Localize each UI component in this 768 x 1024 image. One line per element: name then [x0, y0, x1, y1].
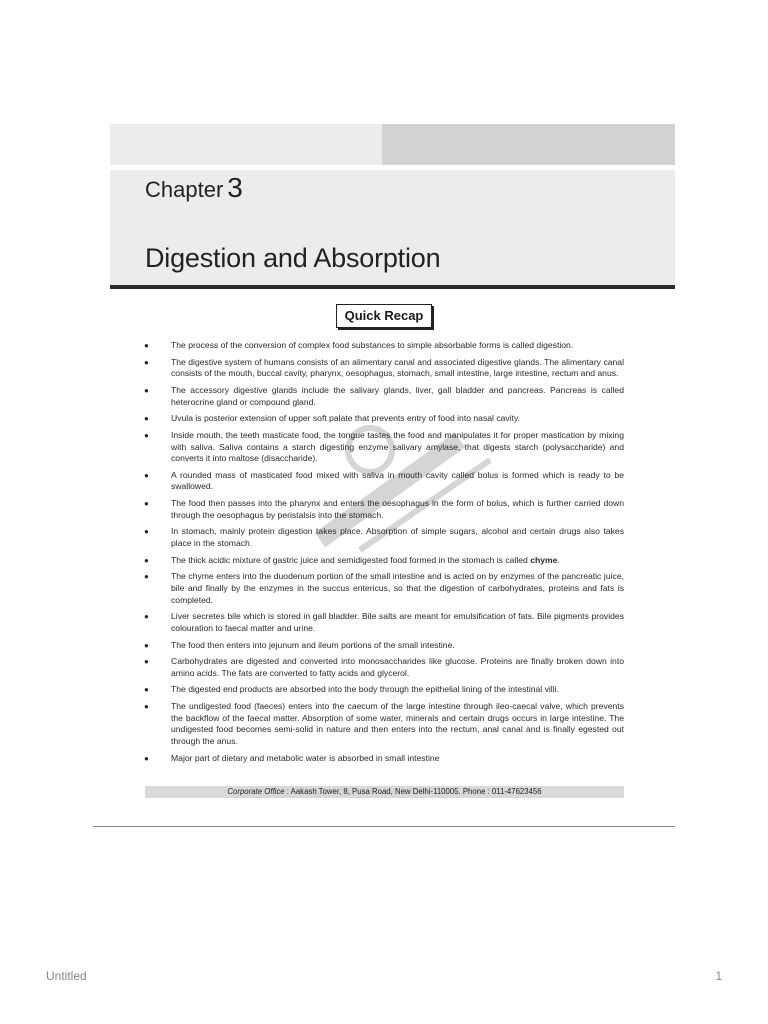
recap-point-text: Uvula is posterior extension of upper soft palate that prevents entry of food into nasal cavity. — [171, 413, 521, 424]
viewer-page-number: 1 — [715, 969, 722, 983]
bullet-dot-icon: ● — [144, 753, 149, 763]
bullet-dot-icon: ● — [144, 430, 149, 440]
bullet-dot-icon: ● — [144, 702, 149, 712]
bullet-dot-icon: ● — [144, 527, 149, 537]
recap-point-text: The thick acidic mixture of gastric juice and semidigested food formed in the stomach is called — [171, 554, 531, 565]
page-bottom-rule — [93, 826, 675, 827]
header-band — [110, 124, 675, 165]
corporate-office-footer — [145, 786, 624, 798]
recap-point — [144, 526, 624, 549]
corporate-office-text: : Aakash Tower, 8, Pusa Road, New Delhi-110005. Phone : 011-47623456 — [284, 787, 542, 796]
chapter-title: Digestion and Absorption — [145, 243, 441, 273]
recap-point — [144, 430, 624, 465]
recap-point — [144, 555, 624, 567]
bullet-dot-icon: ● — [144, 414, 149, 424]
bullet-dot-icon: ● — [144, 357, 149, 367]
recap-point — [144, 357, 624, 380]
corporate-office-label: Corporate Office — [227, 787, 285, 796]
recap-point — [144, 498, 624, 521]
bullet-dot-icon: ● — [144, 612, 149, 622]
bullet-dot-icon: ● — [144, 572, 149, 582]
bullet-dot-icon: ● — [144, 341, 149, 350]
recap-point — [144, 701, 624, 747]
recap-point — [144, 340, 624, 352]
recap-point — [144, 571, 624, 606]
recap-point — [144, 656, 624, 679]
header-band-left — [110, 124, 382, 165]
bullet-dot-icon: ● — [144, 470, 149, 480]
recap-point-text: The digestive system of humans consists of an alimentary canal and associated digestive glands. The alimentary canal consists of the mouth, buccal cavity, pharynx, oesophagus, stomach, small intestine, large intestine, rectum and anus. — [171, 356, 624, 379]
recap-point-text: Inside mouth, the teeth masticate food, the tongue tastes the food and manipulates it for proper mastication by mixing with saliva. Saliva contains a starch digesting enzyme salivary amylase, that digests starch (polysaccharide) and converts it into maltose (disaccharide). — [171, 429, 624, 464]
recap-point — [144, 385, 624, 408]
recap-point-text: The accessory digestive glands include the salivary glands, liver, gall bladder and pancreas. Pancreas is called heterocrine gland or compound gland. — [171, 384, 624, 407]
recap-point — [144, 640, 624, 652]
recap-point-text: The food then enters into jejunum and ileum portions of the small intestine. — [171, 639, 455, 650]
recap-bullet-list — [144, 340, 624, 769]
bullet-dot-icon: ● — [144, 657, 149, 667]
recap-point-text: In stomach, mainly protein digestion takes place. Absorption of simple sugars, alcohol and certain drugs also takes place in the stomach. — [171, 526, 624, 548]
recap-point-text: A rounded mass of masticated food mixed with saliva in mouth cavity called bolus is formed which is ready to be swallowed. — [171, 469, 624, 492]
viewer-document-title: Untitled — [46, 969, 87, 983]
bullet-dot-icon: ● — [144, 685, 149, 695]
title-rule — [110, 285, 675, 289]
recap-point-text: The undigested food (faeces) enters into the caecum of the large intestine through ileo-caecal valve, which prevents the backflow of the faecal matter. Absorption of some water, minerals and certain drugs occurs in large intestine. The undigested food becomes semi-solid in nature and then enters into the rectum, anal canal and is finally egested out through the anus. — [171, 701, 624, 746]
chapter-label — [145, 172, 243, 204]
chapter-word: Chapter — [145, 177, 224, 202]
recap-point-text: The digested end products are absorbed into the body through the epithelial lining of the intestinal villi. — [171, 684, 559, 695]
recap-point-text: Carbohydrates are digested and converted into monosaccharides like glucose. Proteins are finally broken down into amino acids. The fats are converted to fatty acids and glycerol. — [171, 656, 624, 678]
recap-point-text: Liver secretes bile which is stored in gall bladder. Bile salts are meant for emulsification of fats. Bile pigments provides colouration to faecal matter and urine. — [171, 611, 624, 633]
bullet-dot-icon: ● — [144, 640, 149, 650]
chapter-number: 3 — [227, 172, 243, 203]
header-band-right — [382, 124, 675, 165]
recap-point-text: The food then passes into the pharynx and enters the oesophagus in the form of bolus, which is further carried down through the oesophagus by peristalsis into the stomach. — [171, 498, 624, 520]
recap-point — [144, 684, 624, 696]
recap-point-text: Major part of dietary and metabolic water is absorbed in small intestine — [171, 752, 440, 763]
recap-point — [144, 413, 624, 425]
recap-point-tail: . — [557, 554, 560, 565]
recap-point-text: The chyme enters into the duodenum portion of the small intestine and is acted on by enzymes of the pancreatic juice, bile and finally by the enzymes in the succus entericus, so that the digestion of carbohydrates, proteins and fats is completed. — [171, 571, 624, 605]
bullet-dot-icon: ● — [144, 499, 149, 509]
recap-point — [144, 753, 624, 765]
bullet-dot-icon: ● — [144, 555, 149, 565]
recap-point-text: The process of the conversion of complex food substances to simple absorbable forms is called digestion. — [171, 340, 574, 350]
bullet-dot-icon: ● — [144, 385, 149, 395]
recap-point — [144, 611, 624, 634]
recap-point-term: chyme — [530, 554, 558, 565]
recap-point — [144, 470, 624, 493]
quick-recap-heading: Quick Recap — [336, 304, 432, 328]
